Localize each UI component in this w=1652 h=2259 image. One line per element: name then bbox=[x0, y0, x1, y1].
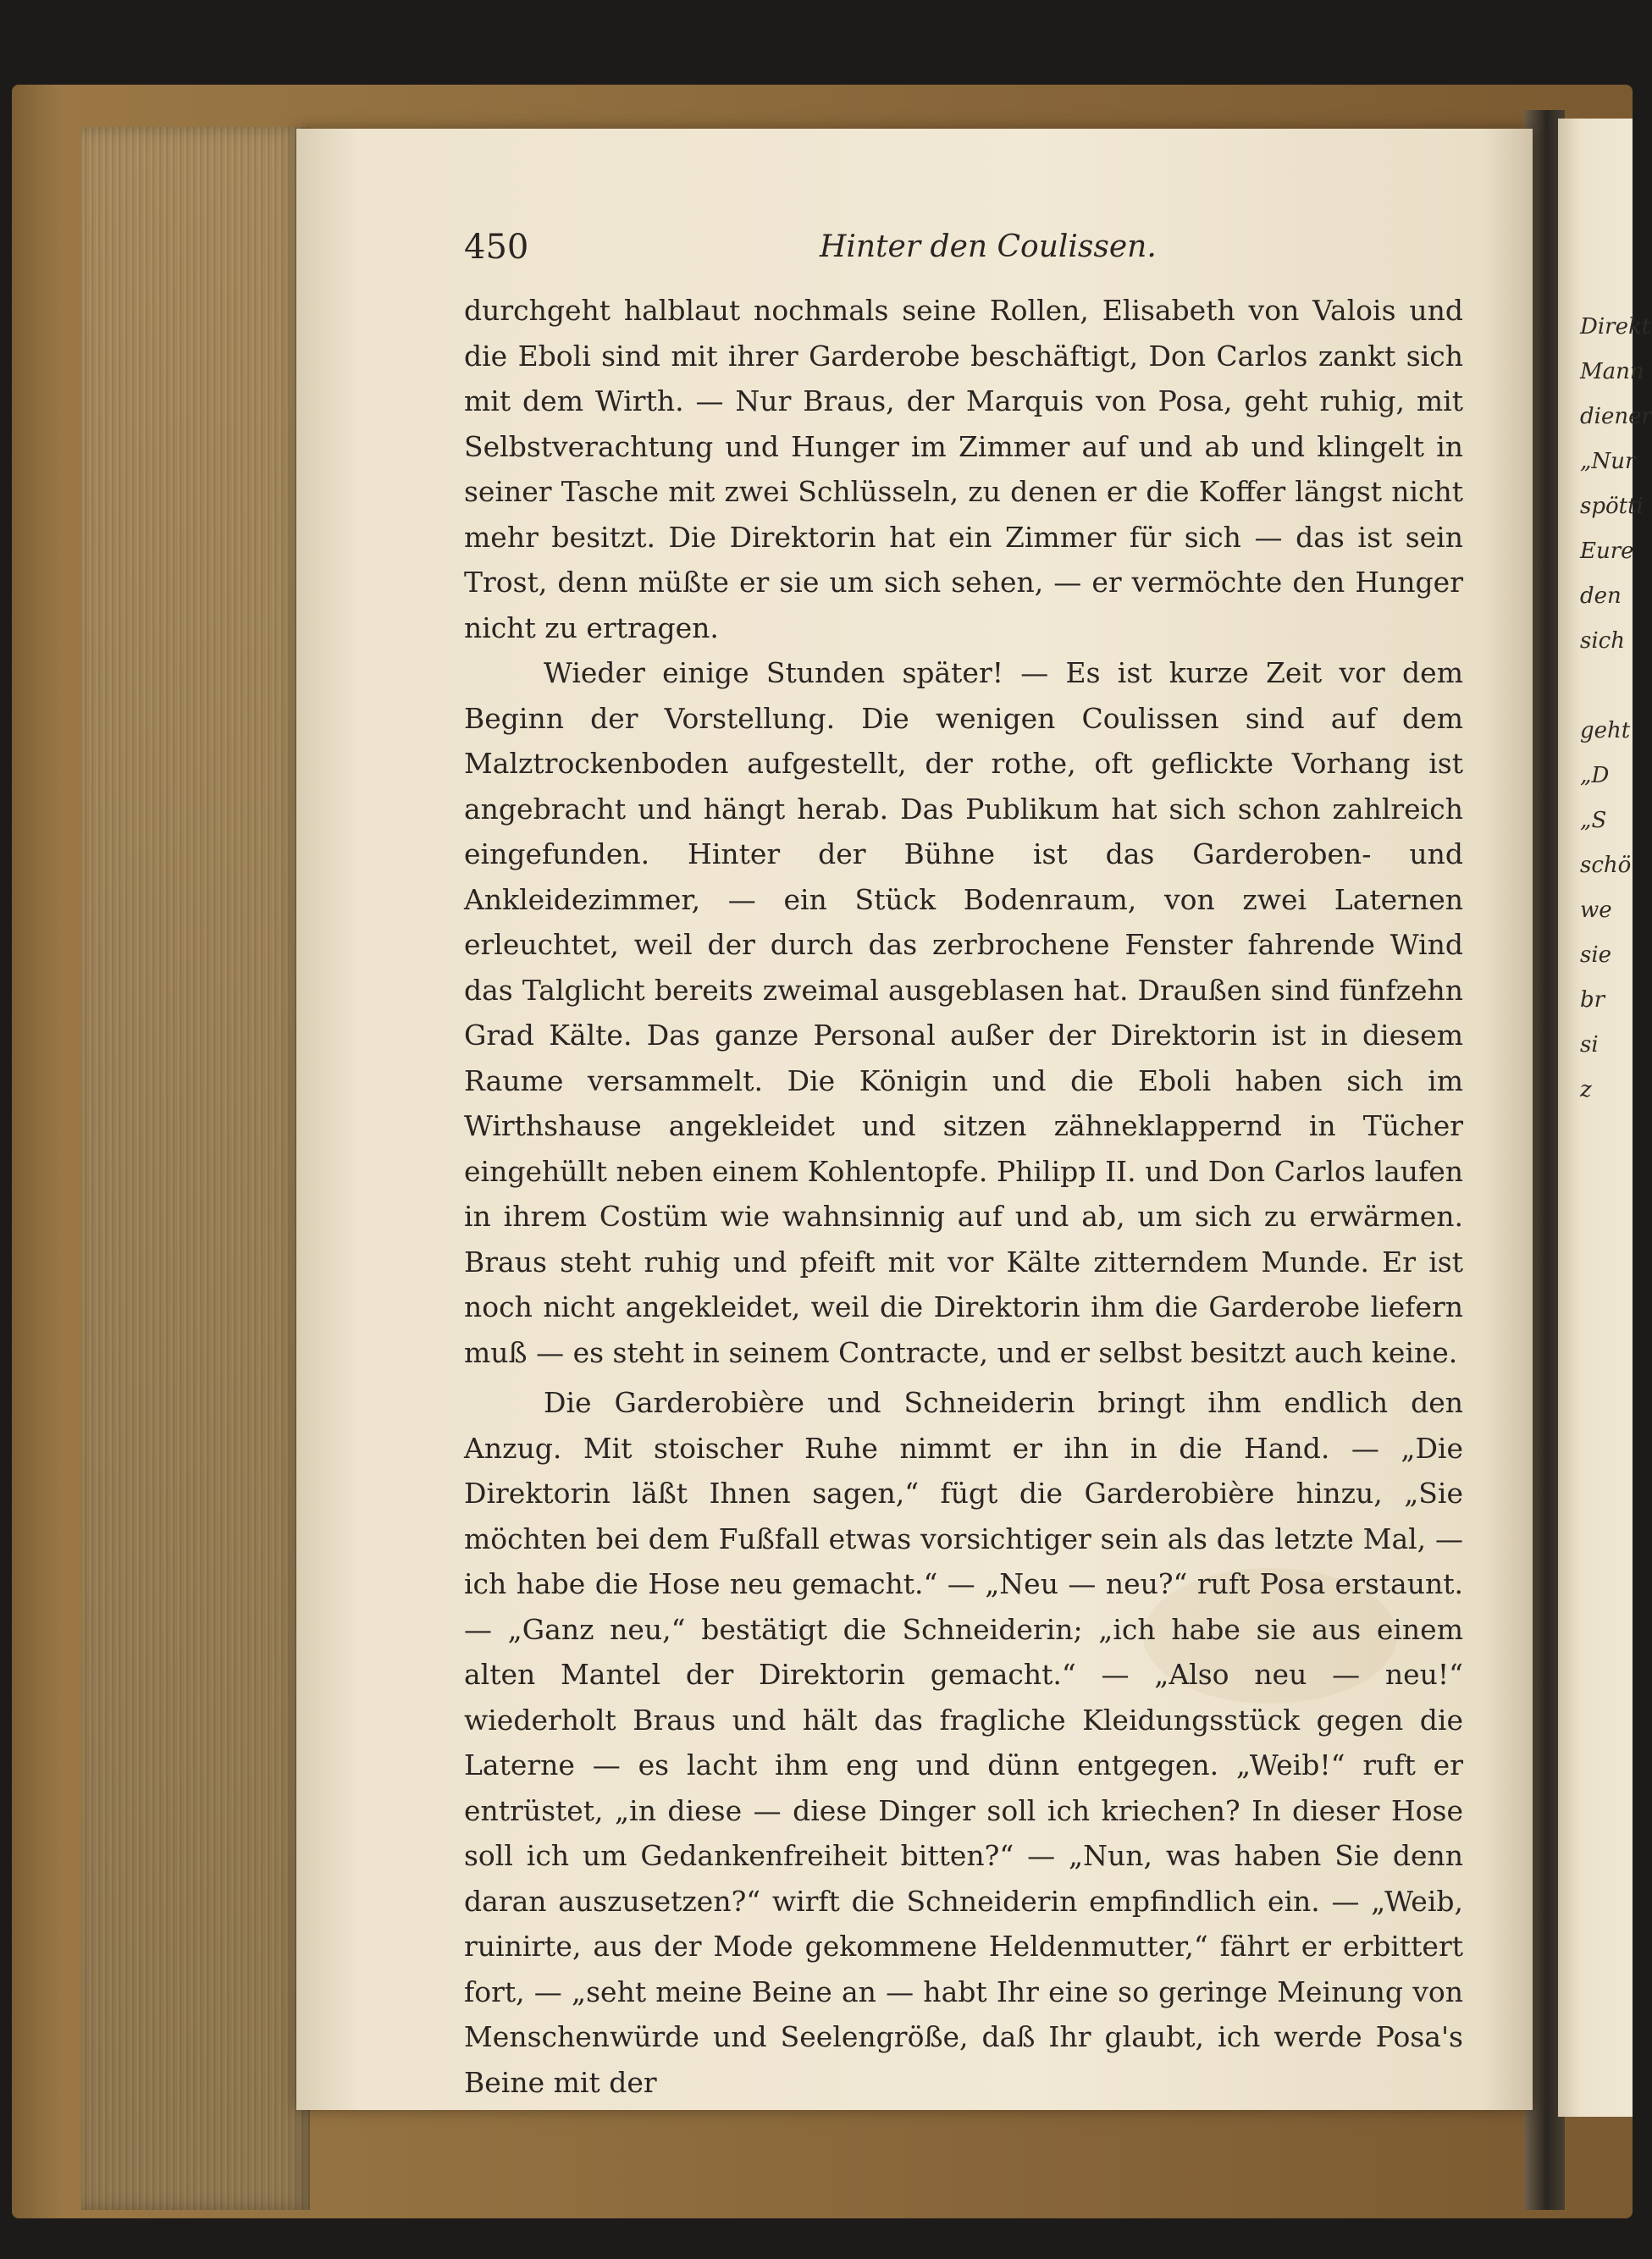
paragraph-2: Wieder einige Stunden später! — Es ist kurze Zeit vor dem Beginn der Vorstellung. Die wenigen Coulissen sind auf dem Malztrockenboden aufgestellt, der rothe, oft geflickte Vorhang ist angebracht und hängt herab. Das Publikum hat sich schon zahlreich eingefunden. Hinter der Bühne ist das Garderoben- und Ankleidezimmer, — ein Stück Bodenraum, von zwei Laternen erleuchtet, weil der durch das zerbrochene Fenster fahrende Wind das Talglicht bereits zweimal ausgeblasen hat. Draußen sind fünfzehn Grad Kälte. Das ganze Personal außer der Direktorin ist in diesem Raume versammelt. Die Königin und die Eboli haben sich im Wirthshause angekleidet und sitzen zähneklappernd in Tücher eingehüllt neben einem Kohlentopfe. Philipp II. und Don Carlos laufen in ihrem Costüm wie wahnsinnig auf und ab, um sich zu erwärmen. Braus steht ruhig und pfeift mit vor Kälte zitterndem Munde. Er ist noch nicht angekleidet, weil die Direktorin ihm die Garderobe liefern muß — es steht in seinem Contracte, und er selbst besitzt auch keine. bbox=[464, 656, 1463, 1369]
facing-line: sich bbox=[1580, 628, 1625, 654]
facing-line: we bbox=[1580, 898, 1612, 923]
page-header bbox=[464, 222, 1463, 273]
paragraph-1: durchgeht halblaut nochmals seine Rollen, Elisabeth von Valois und die Eboli sind mit ihrer Garderobe beschäftigt, Don Carlos zankt sich mit dem Wirth. — Nur Braus, der Marquis von Posa, geht ruhig, mit Selbstverachtung und Hunger im Zimmer auf und ab und klingelt in seiner Tasche mit zwei Schlüsseln, zu denen er die Koffer längst nicht mehr besitzt. Die Direktorin hat ein Zimmer für sich — das ist sein Trost, denn müßte er sie um sich sehen, — er vermöchte den Hunger nicht zu ertragen. bbox=[464, 294, 1463, 644]
facing-line: „S bbox=[1580, 808, 1607, 833]
facing-line: geht bbox=[1580, 718, 1631, 743]
facing-line: Mann bbox=[1580, 359, 1644, 384]
page-block-edge bbox=[81, 127, 310, 2210]
paragraph-3: Die Garderobière und Schneiderin bringt ihm endlich den Anzug. Mit stoischer Ruhe nimmt er ihn in die Hand. — „Die Direktorin läßt Ihnen sagen,“ fügt die Garderobière hinzu, „Sie möchten bei dem Fußfall etwas vorsichtiger sein als das letzte Mal, — ich habe die Hose neu gemacht.“ — „Neu — neu?“ ruft Posa erstaunt. — „Ganz neu,“ bestätigt die Schneiderin; „ich habe sie aus einem alten Mantel der Direktorin gemacht.“ — „Also neu — neu!“ wiederholt Braus und hält das fragliche Kleidungsstück gegen die Laterne — es lacht ihm eng und dünn entgegen. „Weib!“ ruft er entrüstet, „in diese — diese Dinger soll ich kriechen? In dieser Hose soll ich um Gedankenfreiheit bitten?“ — „Nun, was haben Sie denn daran auszusetzen?“ wirft die Schneiderin empfindlich ein. — „Weib, ruinirte, aus der Mode gekommene Heldenmutter,“ fährt er erbittert fort, — „seht meine Beine an — habt Ihr eine so geringe Meinung von Menschenwürde und Seelengröße, daß Ihr glaubt, ich werde Posa's Beine mit der bbox=[464, 1386, 1463, 2099]
facing-line: Direkt bbox=[1580, 314, 1651, 340]
facing-line: diener bbox=[1580, 404, 1652, 429]
facing-line: si bbox=[1580, 1032, 1599, 1058]
body-text bbox=[464, 288, 1463, 2105]
facing-line: spötti bbox=[1580, 494, 1644, 519]
facing-line: z bbox=[1580, 1077, 1592, 1102]
facing-line: sie bbox=[1580, 942, 1612, 968]
running-head: Hinter den Coulissen. bbox=[820, 229, 1157, 264]
facing-line: den bbox=[1580, 583, 1622, 609]
facing-line: „D bbox=[1580, 763, 1610, 788]
page-number: 450 bbox=[464, 228, 529, 267]
facing-line: br bbox=[1580, 987, 1605, 1013]
facing-line: „Nur bbox=[1580, 449, 1636, 474]
facing-line: Eure bbox=[1580, 539, 1634, 564]
facing-page-text bbox=[1580, 305, 1652, 1113]
facing-line bbox=[1580, 664, 1633, 709]
facing-line: schö bbox=[1580, 853, 1632, 878]
